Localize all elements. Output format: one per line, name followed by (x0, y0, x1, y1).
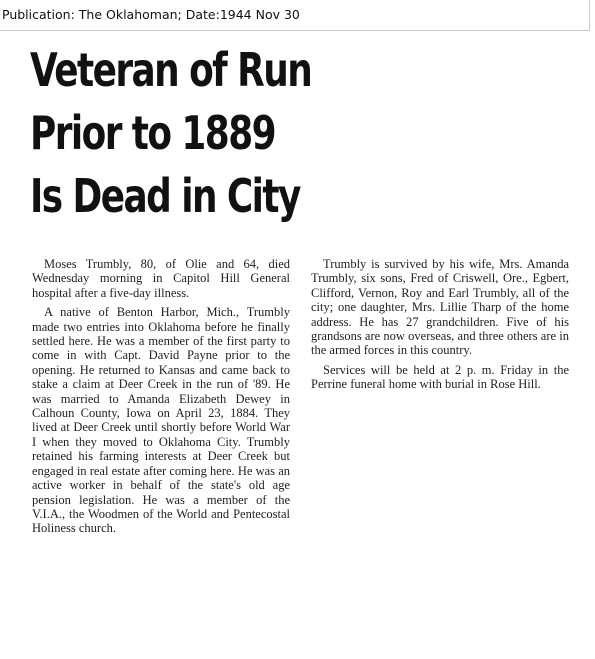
publication-line: Publication: The Oklahoman; Date:1944 Nov 30 (0, 0, 590, 31)
article-column-left (32, 257, 290, 541)
newspaper-clipping (0, 31, 595, 659)
headline-line-3: Is Dead in City (30, 169, 300, 223)
article-paragraph: Services will be held at 2 p. m. Friday in the Perrine funeral home with burial in Rose Hill. (311, 362, 569, 392)
article-paragraph: Moses Trumbly, 80, of Olie and 64, died Wednesday morning in Capitol Hill General hospital after a five-day illness. (32, 257, 290, 300)
headline-line-1: Veteran of Run (30, 43, 312, 97)
article-column-right (311, 257, 569, 397)
headline (30, 39, 312, 228)
article-paragraph: A native of Benton Harbor, Mich., Trumbly made two entries into Oklahoma before he finally settled here. He was a member of the first party to come in with Capt. David Payne prior to the opening. He returned to Kansas and came back to stake a claim at Deer Creek in the run of '89. He was married to Amanda Elizabeth Dewey in Calhoun County, Iowa on April 23, 1884. They lived at Deer Creek until shortly before World War I when they moved to Oklahoma City. Trumbly retained his farming interests at Deer Creek but engaged in real estate after coming here. He was an active worker in behalf of the state's old age pension legislation. He was a member of the V.I.A., the Woodmen of the World and Pentecostal Holiness church. (32, 305, 290, 536)
article-paragraph: Trumbly is survived by his wife, Mrs. Amanda Trumbly, six sons, Fred of Criswell, Ore., Egbert, Clifford, Vernon, Roy and Earl Trumbly, all of the city; one daughter, Mrs. Lillie Tharp of the home address. He has 27 grandchildren. Five of his grandsons are now overseas, and three others are in the armed forces in this country. (311, 257, 569, 358)
headline-line-2: Prior to 1889 (30, 106, 276, 160)
